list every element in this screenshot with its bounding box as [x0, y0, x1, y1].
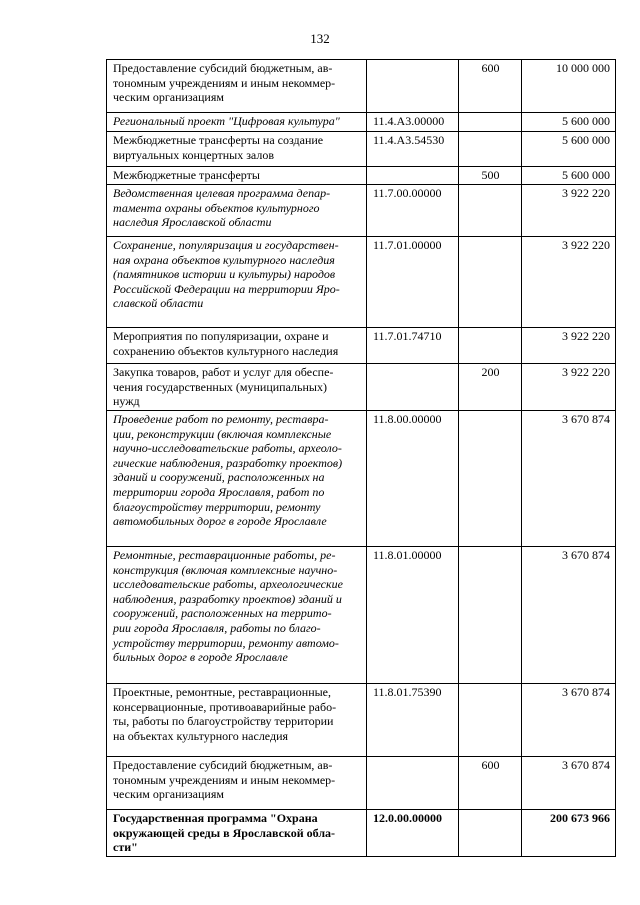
table-row	[107, 132, 616, 167]
row-name: Проведение работ по ремонту, реставра- ции, реконструкции (включая комплексные научно-исследовательские работы, археоло- гические наблюдения, разработку проектов) зданий и сооружений, расположенных на территории города Ярославля, работ по благоустройству территории, ремонту автомобильных дорог в городе Ярославле	[107, 411, 367, 547]
row-code: 11.7.00.00000	[367, 185, 459, 237]
table-row	[107, 684, 616, 757]
row-name: Мероприятия по популяризации, охране и сохранению объектов культурного наследия	[107, 328, 367, 364]
row-name: Предоставление субсидий бюджетным, ав- тономным учреждениям и иным некоммер- ческим организациям	[107, 60, 367, 113]
row-sum: 3 922 220	[522, 185, 616, 237]
row-sum: 3 670 874	[522, 547, 616, 684]
table-row	[107, 185, 616, 237]
row-name: Государственная программа "Охрана окружающей среды в Ярославской обла- сти"	[107, 810, 367, 857]
row-type	[459, 547, 522, 684]
row-name: Межбюджетные трансферты на создание виртуальных концертных залов	[107, 132, 367, 167]
row-code: 11.8.00.00000	[367, 411, 459, 547]
row-code: 12.0.00.00000	[367, 810, 459, 857]
row-sum: 5 600 000	[522, 167, 616, 185]
row-name: Закупка товаров, работ и услуг для обеспе- чения государственных (муниципальных) нужд	[107, 364, 367, 411]
row-sum: 200 673 966	[522, 810, 616, 857]
row-type: 200	[459, 364, 522, 411]
table-row	[107, 364, 616, 411]
table-row	[107, 411, 616, 547]
row-type: 600	[459, 757, 522, 810]
row-type	[459, 237, 522, 328]
budget-table	[106, 59, 616, 857]
row-sum: 10 000 000	[522, 60, 616, 113]
table-row	[107, 547, 616, 684]
row-code: 11.4.A3.54530	[367, 132, 459, 167]
row-name: Ведомственная целевая программа депар- тамента охраны объектов культурного наследия Ярославской области	[107, 185, 367, 237]
row-type: 600	[459, 60, 522, 113]
table-row	[107, 328, 616, 364]
row-code	[367, 757, 459, 810]
page-number: 132	[310, 31, 330, 46]
row-name: Проектные, ремонтные, реставрационные, консервационные, противоаварийные рабо- ты, работы по благоустройству территории на объектах культурного наследия	[107, 684, 367, 757]
table-row	[107, 237, 616, 328]
row-name: Сохранение, популяризация и государствен- ная охрана объектов культурного наследия (памятников истории и культуры) народов Российской Федерации на территории Яро- славской области	[107, 237, 367, 328]
row-type	[459, 684, 522, 757]
row-code: 11.7.01.74710	[367, 328, 459, 364]
row-code	[367, 60, 459, 113]
row-sum: 5 600 000	[522, 113, 616, 132]
row-sum: 5 600 000	[522, 132, 616, 167]
row-name: Межбюджетные трансферты	[107, 167, 367, 185]
row-sum: 3 670 874	[522, 757, 616, 810]
row-code	[367, 364, 459, 411]
row-code: 11.8.01.00000	[367, 547, 459, 684]
table-row	[107, 167, 616, 185]
row-type	[459, 328, 522, 364]
table-row	[107, 113, 616, 132]
row-type	[459, 185, 522, 237]
row-name: Предоставление субсидий бюджетным, ав- тономным учреждениям и иным некоммер- ческим организациям	[107, 757, 367, 810]
table-row	[107, 757, 616, 810]
row-sum: 3 670 874	[522, 411, 616, 547]
table-row	[107, 810, 616, 857]
row-name: Ремонтные, реставрационные работы, ре- конструкция (включая комплексные научно- исследовательские работы, археологические наблюдения, разработку проектов) зданий и сооружений, расположенных на террито- рии города Ярославля, работы по благо- устройству территории, ремонту автомо- бильных дорог в городе Ярославле	[107, 547, 367, 684]
row-code	[367, 167, 459, 185]
row-sum: 3 922 220	[522, 328, 616, 364]
row-code: 11.4.A3.00000	[367, 113, 459, 132]
row-name: Региональный проект "Цифровая культура"	[107, 113, 367, 132]
row-type: 500	[459, 167, 522, 185]
row-type	[459, 113, 522, 132]
row-type	[459, 411, 522, 547]
row-code: 11.7.01.00000	[367, 237, 459, 328]
row-code: 11.8.01.75390	[367, 684, 459, 757]
row-sum: 3 922 220	[522, 237, 616, 328]
row-sum: 3 922 220	[522, 364, 616, 411]
row-type	[459, 132, 522, 167]
table-row	[107, 60, 616, 113]
row-type	[459, 810, 522, 857]
row-sum: 3 670 874	[522, 684, 616, 757]
